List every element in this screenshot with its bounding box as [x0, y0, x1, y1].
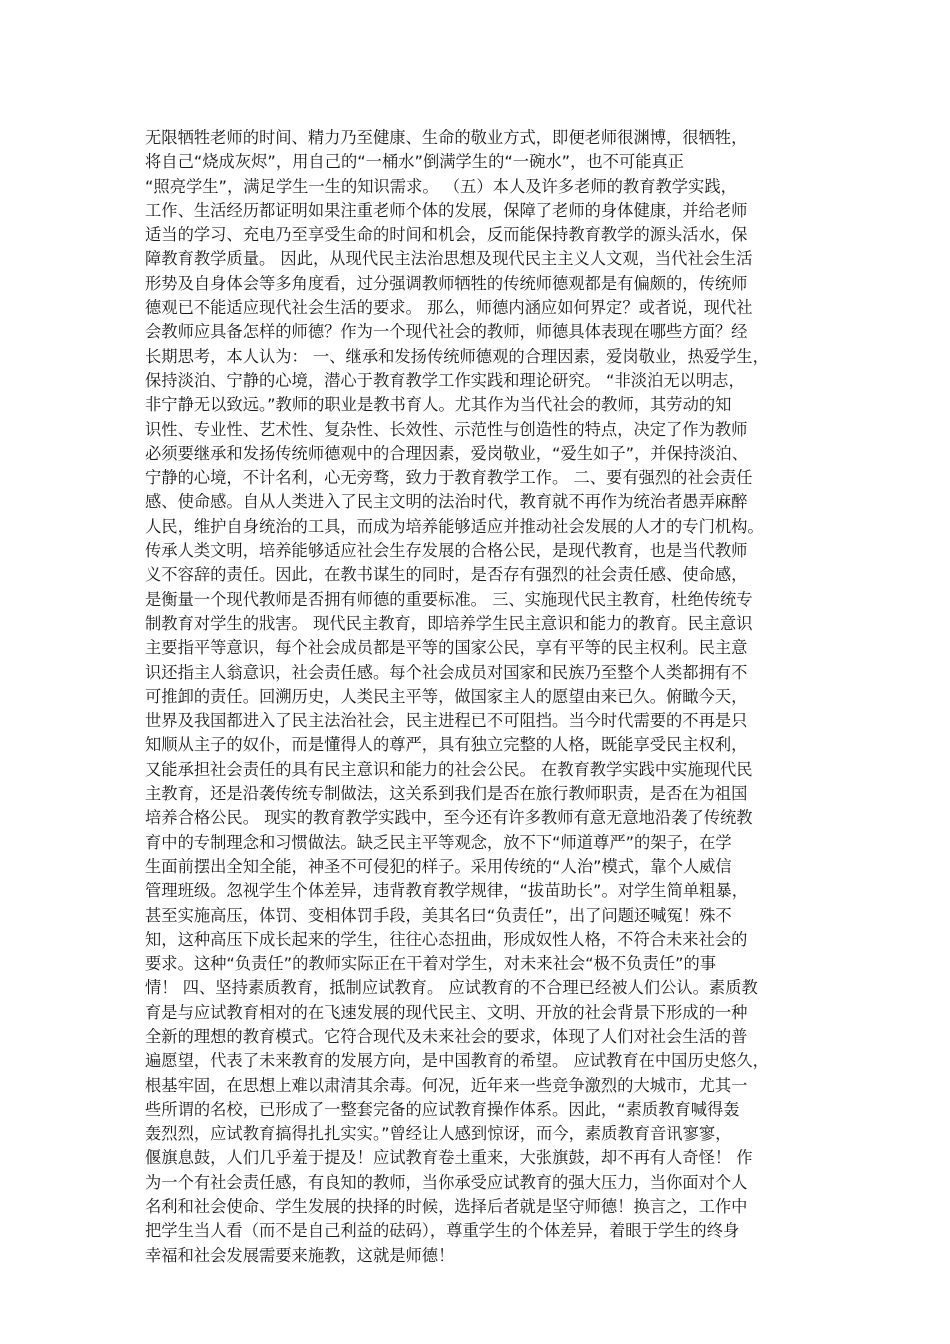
text-line: 人民，维护自身统治的工具，而成为培养能够适应并推动社会发展的人才的专门机构。 — [145, 516, 764, 536]
text-line: 些所谓的名校，已形成了一整套完备的应试教育操作体系。因此，“素质教育喊得轰 — [145, 1099, 740, 1119]
text-line: 育是与应试教育相对的在飞速发展的现代民主、文明、开放的社会背景下形成的一种 — [145, 1002, 748, 1022]
text-line: 长期思考，本人认为： 一、继承和发扬传统师德观的合理因素，爱岗敬业，热爱学生， — [145, 346, 769, 366]
text-line: 必须要继承和发扬传统师德观中的合理因素，爱岗敬业，“爱生如子”，并保持淡泊、 — [145, 443, 748, 463]
text-line: 情！ 四、坚持素质教育，抵制应试教育。 应试教育的不合理已经被人们公认。素质教 — [145, 978, 758, 998]
text-line: 管理班级。忽视学生个体差异，违背教育教学规律，“拔苗助长”。对学生简单粗暴， — [145, 881, 748, 901]
text-line: 根基牢固，在思想上难以肃清其余毒。何况，近年来一些竞争激烈的大城市，尤其一 — [145, 1075, 748, 1095]
text-line: 无限牺牲老师的时间、精力乃至健康、生命的敬业方式，即便老师很渊博，很牺牲， — [145, 128, 748, 147]
text-line: 障教育教学质量。 因此，从现代民主法治思想及现代民主主义人文观，当代社会生活 — [145, 249, 753, 269]
text-line: 会教师应具备怎样的师德？作为一个现代社会的教师，师德具体表现在哪些方面？经 — [145, 322, 748, 342]
text-line: 主教育，还是沿袭传统专制做法，这关系到我们是否在旅行教师职责，是否在为祖国 — [145, 784, 748, 804]
text-line: 生面前摆出全知全能，神圣不可侵犯的样子。采用传统的“人治”模式，靠个人威信 — [145, 856, 732, 876]
text-line: 制教育对学生的戕害。 现代民主教育，即培养学生民主意识和能力的教育。民主意识 — [145, 613, 753, 633]
text-line: 感、使命感。自从人类进入了民主文明的法治时代，教育就不再作为统治者愚弄麻醉 — [145, 492, 748, 512]
text-line: 非宁静无以致远。”教师的职业是教书育人。尤其作为当代社会的教师，其劳动的知 — [145, 395, 732, 415]
text-line: 义不容辞的责任。因此，在教书谋生的同时，是否存有强烈的社会责任感、使命感， — [145, 565, 748, 585]
text-line: 形势及自身体会等多角度看，过分强调教师牺牲的传统师德观都是有偏颇的，传统师 — [145, 273, 748, 293]
text-line: 识性、专业性、艺术性、复杂性、长效性、示范性与创造性的特点，决定了作为教师 — [145, 419, 748, 439]
text-line: 要求。这种“负责任”的教师实际正在干着对学生，对未来社会“极不负责任”的事 — [145, 954, 717, 974]
text-line: 识还指主人翁意识，社会责任感。每个社会成员对国家和民族乃至整个人类都拥有不 — [145, 662, 748, 682]
text-line: 把学生当人看（而不是自己利益的砝码），尊重学生的个体差异，着眼于学生的终身 — [145, 1221, 740, 1241]
text-line: 全新的理想的教育模式。它符合现代及未来社会的要求，体现了人们对社会生活的普 — [145, 1026, 748, 1046]
text-line: 传承人类文明，培养能够适应社会生存发展的合格公民，是现代教育，也是当代教师 — [145, 541, 748, 561]
text-line: 育中的专制理念和习惯做法。缺乏民主平等观念，放不下“师道尊严”的架子，在学 — [145, 832, 732, 852]
text-line: 培养合格公民。 现实的教育教学实践中，至今还有许多教师有意无意地沿袭了传统教 — [145, 808, 753, 828]
text-line: 德观已不能适应现代社会生活的要求。 那么，师德内涵应如何界定？或者说，现代社 — [145, 298, 753, 318]
text-line: 工作、生活经历都证明如果注重老师个体的发展，保障了老师的身体健康，并给老师 — [145, 200, 748, 220]
text-line: 偃旗息鼓，人们几乎羞于提及！应试教育卷土重来，大张旗鼓，却不再有人奇怪！ 作 — [145, 1148, 753, 1168]
text-line: 幸福和社会发展需要来施教，这就是师德！ — [145, 1245, 455, 1265]
text-line: 名利和社会使命、学生发展的抉择的时候，选择后者就是坚守师德！换言之，工作中 — [145, 1197, 748, 1217]
text-line: 宁静的心境，不计名利，心无旁骛，致力于教育教学工作。 二、要有强烈的社会责任 — [145, 468, 753, 488]
text-line: 遍愿望，代表了未来教育的发展方向，是中国教育的希望。 应试教育在中国历史悠久， — [145, 1051, 769, 1071]
text-line: 适当的学习、充电乃至享受生命的时间和机会，反而能保持教育教学的源头活水，保 — [145, 225, 748, 245]
text-line: 甚至实施高压，体罚、变相体罚手段，美其名曰“负责任”，出了问题还喊冤！殊不 — [145, 905, 732, 925]
body-text — [145, 126, 815, 1268]
text-line: 是衡量一个现代教师是否拥有师德的重要标准。 三、实施现代民主教育，杜绝传统专 — [145, 589, 753, 609]
text-line: 可推卸的责任。回溯历史，人类民主平等，做国家主人的愿望由来已久。俯瞰今天， — [145, 686, 748, 706]
text-line: 知顺从主子的奴仆，而是懂得人的尊严，具有独立完整的人格，既能享受民主权利， — [145, 735, 748, 755]
text-line: 主要指平等意识，每个社会成员都是平等的国家公民，享有平等的民主权利。民主意 — [145, 638, 748, 658]
text-line: “照亮学生”，满足学生一生的知识需求。 （五）本人及许多老师的教育教学实践， — [145, 176, 737, 196]
text-line: 又能承担社会责任的具有民主意识和能力的社会公民。 在教育教学实践中实施现代民 — [145, 759, 753, 779]
text-line: 轰烈烈，应试教育搞得扎扎实实。”曾经让人感到惊讶，而今，素质教育音讯寥寥， — [145, 1124, 732, 1144]
text-line: 知，这种高压下成长起来的学生，往往心态扭曲，形成奴性人格，不符合未来社会的 — [145, 929, 748, 949]
text-line: 世界及我国都进入了民主法治社会，民主进程已不可阻挡。当今时代需要的不再是只 — [145, 711, 748, 731]
text-line: 保持淡泊、宁静的心境，潜心于教育教学工作实践和理论研究。 “非淡泊无以明志， — [145, 370, 745, 390]
text-line: 为一个有社会责任感，有良知的教师，当你承受应试教育的强大压力，当你面对个人 — [145, 1172, 748, 1192]
text-line: 将自己“烧成灰烬”，用自己的“一桶水”倒满学生的“一碗水”，也不可能真正 — [145, 152, 685, 172]
